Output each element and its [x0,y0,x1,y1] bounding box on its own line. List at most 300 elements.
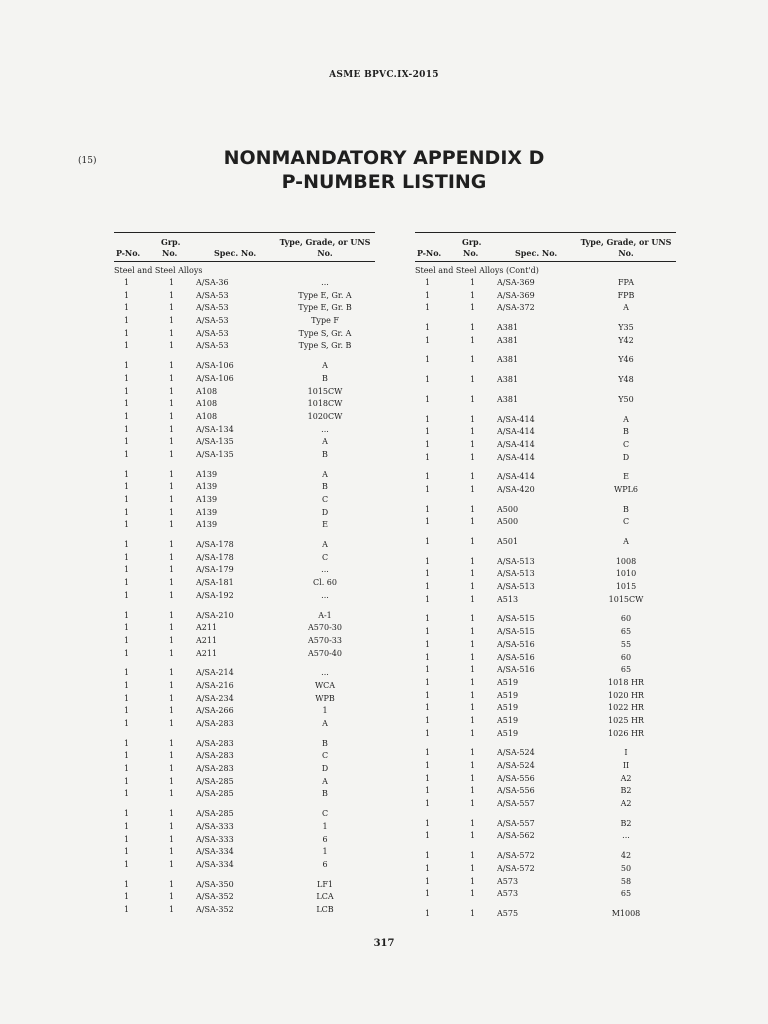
cell-spec-no: A/SA-283 [196,764,234,774]
cell-pno: 1 [425,703,431,713]
cell-grp-no: 1 [470,627,476,637]
table-row [415,626,676,639]
cell-spec-no: A211 [196,623,218,633]
table-row [114,610,375,623]
cell-grp-no: 1 [470,537,476,546]
header-pno: P-No. [417,248,442,258]
cell-spec-no: A/SA-414 [497,472,535,482]
cell-pno: 1 [124,578,130,588]
table-row [415,302,676,315]
cell-pno: 1 [124,399,130,409]
cell-type-grade: 1010 [615,569,637,579]
cell-spec-no: A/SA-333 [196,821,234,831]
cell-spec-no: A/SA-216 [196,680,234,690]
cell-pno: 1 [124,706,130,716]
cell-pno: 1 [124,469,130,479]
left-table [114,232,375,917]
table-row [415,818,676,831]
table-row [415,785,676,798]
cell-type-grade: B [322,482,328,492]
cell-pno: 1 [425,690,431,700]
cell-grp-no: 1 [470,889,476,899]
cell-pno: 1 [425,728,431,738]
cell-type-grade: C [321,751,329,761]
cell-type-grade: Y48 [618,375,634,385]
cell-type-grade: B [322,449,328,459]
cell-type-grade: 1008 [615,556,637,566]
header-type-no: No. [618,248,634,258]
cell-spec-no: A/SA-414 [497,427,535,437]
cell-grp-no: 1 [169,540,175,550]
cell-type-grade: ... [321,565,329,575]
cell-grp-no: 1 [169,751,175,761]
cell-type-grade: ... [321,590,329,600]
cell-pno: 1 [425,537,431,546]
header-grp-no: No. [463,248,479,258]
cell-spec-no: A/SA-516 [497,652,535,662]
cell-grp-no: 1 [470,504,476,514]
cell-type-grade: M1008 [611,908,641,918]
cell-pno: 1 [124,847,130,857]
cell-grp-no: 1 [470,375,476,385]
cell-spec-no: A/SA-210 [196,610,234,620]
cell-grp-no: 1 [169,789,175,799]
cell-type-grade: A-1 [318,610,332,620]
cell-grp-no: 1 [470,876,476,886]
table-row [415,664,676,677]
header-grp: Grp. [462,237,482,247]
title-line-1: NONMANDATORY APPENDIX D [223,147,545,169]
cell-type-grade: Y50 [618,394,634,404]
cell-type-grade: 1025 HR [608,715,644,725]
table-row [415,426,676,439]
cell-pno: 1 [124,424,130,434]
cell-spec-no: A/SA-350 [196,879,234,889]
cell-spec-no: A/SA-333 [196,834,234,844]
cell-type-grade: C [321,552,329,562]
cell-type-grade: A [322,719,328,728]
table-row [114,436,375,449]
table-row [415,876,676,889]
table-row [114,834,375,847]
cell-spec-no: A/SA-53 [196,290,229,300]
cell-pno: 1 [124,361,130,371]
cell-spec-no: A/SA-283 [196,719,234,728]
cell-grp-no: 1 [470,335,476,345]
cell-spec-no: A/SA-557 [497,799,535,809]
table-row [415,888,676,901]
cell-type-grade: B [623,504,629,514]
cell-grp-no: 1 [470,761,476,770]
cell-grp-no: 1 [470,677,476,687]
cell-grp-no: 1 [470,427,476,437]
cell-spec-no: A/SA-352 [196,904,234,914]
cell-grp-no: 1 [470,728,476,738]
cell-type-grade: Type S, Gr. A [298,328,352,338]
cell-pno: 1 [425,831,431,841]
cell-grp-no: 1 [470,851,476,861]
table-row [114,750,375,763]
cell-grp-no: 1 [169,303,175,313]
cell-pno: 1 [124,328,130,338]
cell-spec-no: A108 [196,386,218,396]
cell-type-grade: 1020 HR [608,690,644,700]
cell-grp-no: 1 [169,809,175,819]
cell-grp-no: 1 [169,610,175,620]
cell-grp-no: 1 [169,635,175,645]
cell-pno: 1 [425,355,431,365]
cell-type-grade: 1018 HR [608,677,644,687]
cell-pno: 1 [124,507,130,517]
table-row [114,808,375,821]
cell-pno: 1 [425,582,431,592]
cell-type-grade: FPB [617,290,635,300]
cell-grp-no: 1 [470,799,476,809]
header-type: Type, Grade, or UNS [580,237,672,247]
cell-pno: 1 [124,738,130,748]
cell-type-grade: D [321,764,329,774]
cell-pno: 1 [425,375,431,385]
cell-spec-no: A500 [497,504,519,514]
cell-grp-no: 1 [470,582,476,592]
cell-type-grade: A2 [620,799,632,809]
cell-grp-no: 1 [470,786,476,796]
cell-grp-no: 1 [169,373,175,383]
cell-grp-no: 1 [470,484,476,494]
header-spec: Spec. No. [214,248,257,258]
cell-pno: 1 [425,439,431,449]
table-row [114,648,375,661]
cell-pno: 1 [124,482,130,492]
cell-grp-no: 1 [470,439,476,449]
cell-pno: 1 [425,773,431,783]
cell-grp-no: 1 [470,472,476,482]
header-grp-no: No. [162,248,178,258]
cell-grp-no: 1 [169,821,175,831]
cell-grp-no: 1 [470,290,476,300]
cell-spec-no: A381 [497,335,519,345]
table-row [415,652,676,665]
cell-pno: 1 [124,341,130,351]
table-row [415,516,676,529]
cell-grp-no: 1 [169,776,175,786]
cell-type-grade: D [622,452,630,462]
cell-spec-no: A/SA-420 [497,484,535,494]
cell-spec-no: A/SA-334 [196,859,234,869]
group-heading: Steel and Steel Alloys [114,266,203,275]
cell-type-grade: E [623,472,629,482]
cell-spec-no: A/SA-134 [196,424,234,434]
cell-type-grade: B2 [620,786,632,796]
table-row [114,622,375,635]
cell-type-grade: 1018CW [307,399,343,409]
cell-spec-no: A381 [497,394,519,404]
cell-type-grade: C [622,439,630,449]
cell-pno: 1 [124,809,130,819]
cell-grp-no: 1 [470,323,476,333]
cell-grp-no: 1 [169,290,175,300]
cell-type-grade: LF1 [317,879,333,889]
cell-pno: 1 [425,786,431,796]
cell-grp-no: 1 [470,639,476,649]
revision-tag: (15) [78,156,97,166]
cell-spec-no: A/SA-524 [497,748,535,758]
table-row [415,322,676,335]
cell-spec-no: A/SA-556 [497,773,535,783]
cell-pno: 1 [425,761,431,770]
cell-type-grade: Cl. 60 [313,578,337,588]
table-row [415,374,676,387]
table-row [415,335,676,348]
cell-grp-no: 1 [470,773,476,783]
table-row [114,667,375,680]
cell-type-grade: 1 [322,847,328,857]
cell-grp-no: 1 [470,569,476,579]
cell-grp-no: 1 [169,904,175,914]
cell-type-grade: A [322,540,328,550]
cell-grp-no: 1 [169,449,175,459]
cell-type-grade: 58 [620,876,632,886]
cell-type-grade: B [322,738,328,748]
cell-spec-no: A/SA-414 [497,452,535,462]
cell-pno: 1 [425,278,431,287]
cell-pno: 1 [124,520,130,530]
cell-pno: 1 [124,719,130,728]
cell-spec-no: A/SA-352 [196,892,234,902]
cell-pno: 1 [124,373,130,383]
table-row [114,411,375,424]
table-row [415,747,676,760]
cell-pno: 1 [425,614,431,624]
cell-spec-no: A139 [196,507,218,517]
cell-type-grade: A570-40 [308,648,342,658]
cell-type-grade: 65 [620,627,632,637]
cell-spec-no: A/SA-178 [196,552,234,562]
cell-spec-no: A/SA-414 [497,414,535,424]
cell-type-grade: 1015CW [307,386,343,396]
cell-spec-no: A381 [497,323,519,333]
cell-type-grade: I [624,748,628,758]
cell-spec-no: A/SA-53 [196,316,229,326]
cell-spec-no: A/SA-562 [497,831,535,841]
cell-type-grade: Y46 [618,355,634,365]
table-row [114,539,375,552]
cell-type-grade: WPB [315,693,335,703]
cell-grp-no: 1 [470,863,476,873]
running-head: ASME BPVC.IX-2015 [329,70,439,80]
cell-type-grade: ... [321,424,329,434]
cell-spec-no: A/SA-192 [196,590,234,600]
cell-spec-no: A/SA-266 [196,706,234,716]
cell-grp-no: 1 [169,278,175,287]
cell-type-grade: A [623,303,629,313]
cell-type-grade: ... [622,831,630,841]
table-row [114,590,375,603]
cell-pno: 1 [425,517,431,527]
cell-spec-no: A/SA-36 [196,278,229,287]
cell-spec-no: A575 [497,908,519,918]
cell-grp-no: 1 [470,556,476,566]
group-heading: Steel and Steel Alloys (Cont'd) [415,266,539,275]
cell-spec-no: A/SA-53 [196,341,229,351]
cell-spec-no: A519 [497,677,519,687]
cell-grp-no: 1 [470,517,476,527]
table-row [415,394,676,407]
cell-type-grade: Type E, Gr. A [298,290,352,300]
table-row [114,494,375,507]
cell-grp-no: 1 [169,578,175,588]
cell-type-grade: C [321,809,329,819]
cell-pno: 1 [124,680,130,690]
cell-type-grade: Y35 [618,323,634,333]
cell-grp-no: 1 [470,715,476,725]
cell-pno: 1 [124,565,130,575]
cell-spec-no: A/SA-53 [196,328,229,338]
cell-spec-no: A513 [497,594,519,604]
cell-grp-no: 1 [169,590,175,600]
table-row [415,613,676,626]
cell-pno: 1 [425,290,431,300]
table-row [114,821,375,834]
table-row [415,863,676,876]
cell-pno: 1 [425,303,431,313]
cell-spec-no: A/SA-334 [196,847,234,857]
table-row [415,639,676,652]
table-row [415,850,676,863]
table-row [114,469,375,482]
table-row [415,471,676,484]
table-row [415,702,676,715]
cell-grp-no: 1 [169,879,175,889]
cell-grp-no: 1 [169,706,175,716]
table-row [114,846,375,859]
cell-pno: 1 [425,876,431,886]
cell-grp-no: 1 [169,361,175,371]
cell-grp-no: 1 [169,520,175,530]
cell-pno: 1 [124,590,130,600]
cell-spec-no: A/SA-135 [196,449,234,459]
cell-spec-no: A519 [497,715,519,725]
cell-type-grade: WPL6 [613,484,638,494]
cell-type-grade: Type F [311,316,339,326]
cell-spec-no: A/SA-515 [497,627,535,637]
cell-pno: 1 [425,504,431,514]
cell-type-grade: D [321,507,329,517]
cell-type-grade: 1 [322,706,328,716]
table-row [415,290,676,303]
table-row [114,680,375,693]
table-row [114,891,375,904]
cell-pno: 1 [124,789,130,799]
cell-pno: 1 [425,863,431,873]
cell-grp-no: 1 [169,411,175,421]
table-row [114,718,375,731]
table-row [114,302,375,315]
cell-pno: 1 [124,904,130,914]
cell-spec-no: A/SA-234 [196,693,234,703]
cell-grp-no: 1 [169,859,175,869]
cell-grp-no: 1 [169,469,175,479]
cell-pno: 1 [124,834,130,844]
cell-grp-no: 1 [470,831,476,841]
cell-type-grade: 60 [620,652,632,662]
cell-type-grade: Y42 [618,335,634,345]
table-row [114,788,375,801]
cell-pno: 1 [425,394,431,404]
table-row [114,315,375,328]
cell-type-grade: Type E, Gr. B [298,303,352,313]
cell-spec-no: A/SA-283 [196,738,234,748]
cell-grp-no: 1 [470,414,476,424]
table-row [415,568,676,581]
cell-grp-no: 1 [169,668,175,678]
cell-spec-no: A/SA-513 [497,556,535,566]
cell-pno: 1 [124,693,130,703]
header-type: Type, Grade, or UNS [279,237,371,247]
cell-grp-no: 1 [169,552,175,562]
cell-pno: 1 [425,323,431,333]
cell-type-grade: 1015 [615,582,637,592]
cell-grp-no: 1 [169,834,175,844]
cell-pno: 1 [425,594,431,604]
cell-pno: 1 [124,411,130,421]
cell-pno: 1 [124,278,130,287]
cell-pno: 1 [425,452,431,462]
cell-spec-no: A/SA-516 [497,665,535,675]
cell-type-grade: 42 [620,851,632,861]
cell-spec-no: A500 [497,517,519,527]
cell-spec-no: A/SA-557 [497,818,535,828]
cell-type-grade: LCB [316,904,334,914]
table-row [114,290,375,303]
cell-pno: 1 [124,648,130,658]
cell-spec-no: A/SA-572 [497,851,535,861]
cell-spec-no: A/SA-524 [497,761,535,770]
cell-grp-no: 1 [169,764,175,774]
cell-spec-no: A/SA-178 [196,540,234,550]
cell-grp-no: 1 [470,303,476,313]
header-spec: Spec. No. [515,248,558,258]
right-table-header [415,232,676,262]
cell-pno: 1 [425,484,431,494]
cell-type-grade: 1026 HR [608,728,644,738]
cell-type-grade: B [322,789,328,799]
table-row [415,830,676,843]
table-row [114,386,375,399]
cell-grp-no: 1 [470,818,476,828]
table-row [415,484,676,497]
cell-spec-no: A/SA-285 [196,776,234,786]
cell-pno: 1 [124,316,130,326]
cell-pno: 1 [124,668,130,678]
table-row [114,519,375,532]
table-row [114,277,375,290]
cell-spec-no: A519 [497,703,519,713]
cell-pno: 1 [425,569,431,579]
cell-spec-no: A/SA-513 [497,569,535,579]
cell-type-grade: FPA [618,278,634,287]
cell-type-grade: WCA [314,680,336,690]
table-row [114,552,375,565]
table-row [415,728,676,741]
cell-pno: 1 [124,449,130,459]
cell-pno: 1 [124,635,130,645]
cell-type-grade: LCA [316,892,334,902]
right-rows [415,277,676,921]
cell-type-grade: 1022 HR [608,703,644,713]
table-row [114,635,375,648]
cell-grp-no: 1 [169,693,175,703]
